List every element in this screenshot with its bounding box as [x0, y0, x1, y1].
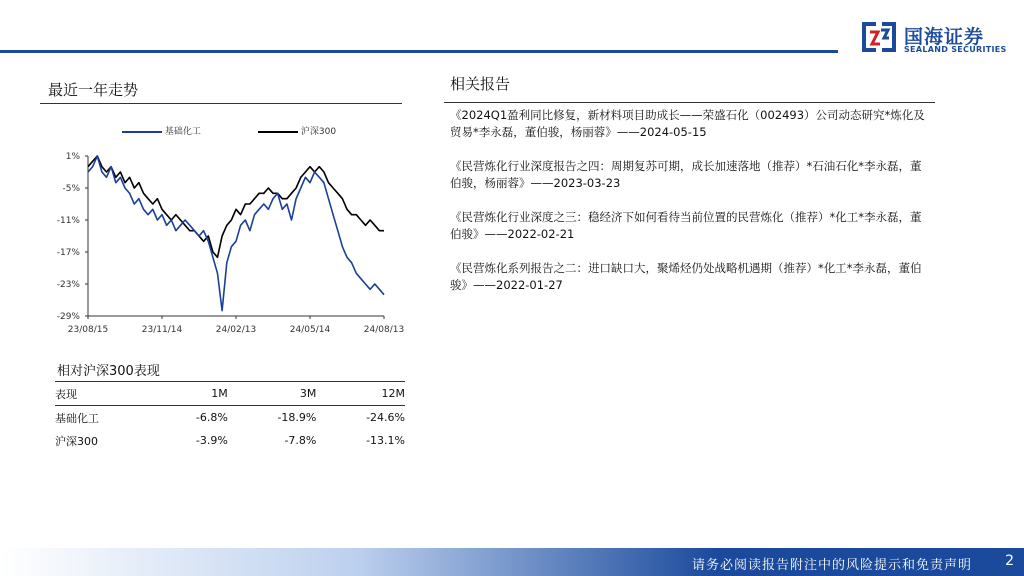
y-tick-label: -5%: [62, 184, 80, 194]
table-row: [55, 406, 405, 430]
series-line-chemical: [88, 156, 384, 311]
chart-section-rule: [40, 103, 402, 104]
reports-section-title: 相关报告: [450, 75, 511, 93]
legend-label-chemical: 基础化工: [164, 127, 201, 137]
table-section-title: 相对沪深300表现: [57, 364, 160, 379]
report-link[interactable]: 《民营炼化系列报告之二：进口缺口大，聚烯烃仍处战略机遇期（推荐）*化工*李永磊，董伯骏》——2022-01-27: [450, 261, 922, 292]
table-header-cell: 1M: [155, 382, 228, 406]
sealand-logo-icon: [862, 20, 896, 54]
y-tick-label: -17%: [56, 248, 80, 258]
report-link[interactable]: 《2024Q1盈利同比修复，新材料项目助成长——荣盛石化（002493）公司动态研究*炼化及贸易*李永磊，董伯骏，杨丽蓉》——2024-05-15: [450, 108, 925, 139]
table-header-cell: 表现: [55, 382, 155, 406]
performance-table: [55, 381, 405, 452]
report-link[interactable]: 《民营炼化行业深度之三：稳经济下如何看待当前位置的民营炼化（推荐）*化工*李永磊，董伯骏》——2022-02-21: [450, 210, 922, 241]
page-number: 2: [1005, 553, 1014, 569]
logo-text-cn: 国海证券: [904, 26, 985, 48]
table-cell: -13.1%: [366, 434, 405, 447]
y-tick-label: -11%: [56, 216, 80, 226]
chart-section-title: 最近一年走势: [48, 81, 139, 99]
footer-bar: [0, 548, 1024, 576]
y-tick-label: 1%: [65, 152, 80, 162]
related-reports-list: [450, 107, 928, 311]
brand-logo: [858, 20, 1008, 60]
x-tick-label: 24/05/14: [289, 325, 331, 335]
x-tick-label: 23/11/14: [141, 325, 183, 335]
x-tick-label: 24/08/13: [363, 325, 405, 335]
reports-section-rule: [444, 102, 935, 103]
legend-label-hs300: 沪深300: [300, 127, 337, 137]
table-cell: -6.8%: [195, 411, 228, 424]
table-cell: 基础化工: [55, 411, 99, 425]
footer-disclaimer: 请务必阅读报告附注中的风险提示和免责声明: [691, 558, 972, 573]
trend-line-chart: [40, 112, 412, 342]
y-tick-label: -29%: [56, 312, 80, 322]
table-header-cell: 12M: [316, 382, 405, 406]
logo-text-en: SEALAND SECURITIES: [904, 45, 1007, 54]
table-cell: -18.9%: [277, 411, 317, 424]
x-tick-label: 23/08/15: [67, 325, 109, 335]
table-header-cell: 3M: [228, 382, 317, 406]
report-link[interactable]: 《民营炼化行业深度报告之四：周期复苏可期，成长加速落地（推荐）*石油石化*李永磊，董伯骏，杨丽蓉》——2023-03-23: [450, 159, 922, 190]
header-rule: [0, 50, 838, 53]
x-tick-label: 24/02/13: [215, 325, 257, 335]
table-cell: 沪深300: [55, 434, 98, 448]
table-header-row: [55, 382, 405, 406]
y-tick-label: -23%: [56, 280, 80, 290]
table-cell: -3.9%: [195, 434, 228, 447]
table-cell: -24.6%: [366, 411, 405, 424]
table-row: [55, 429, 405, 452]
table-cell: -7.8%: [284, 434, 317, 447]
